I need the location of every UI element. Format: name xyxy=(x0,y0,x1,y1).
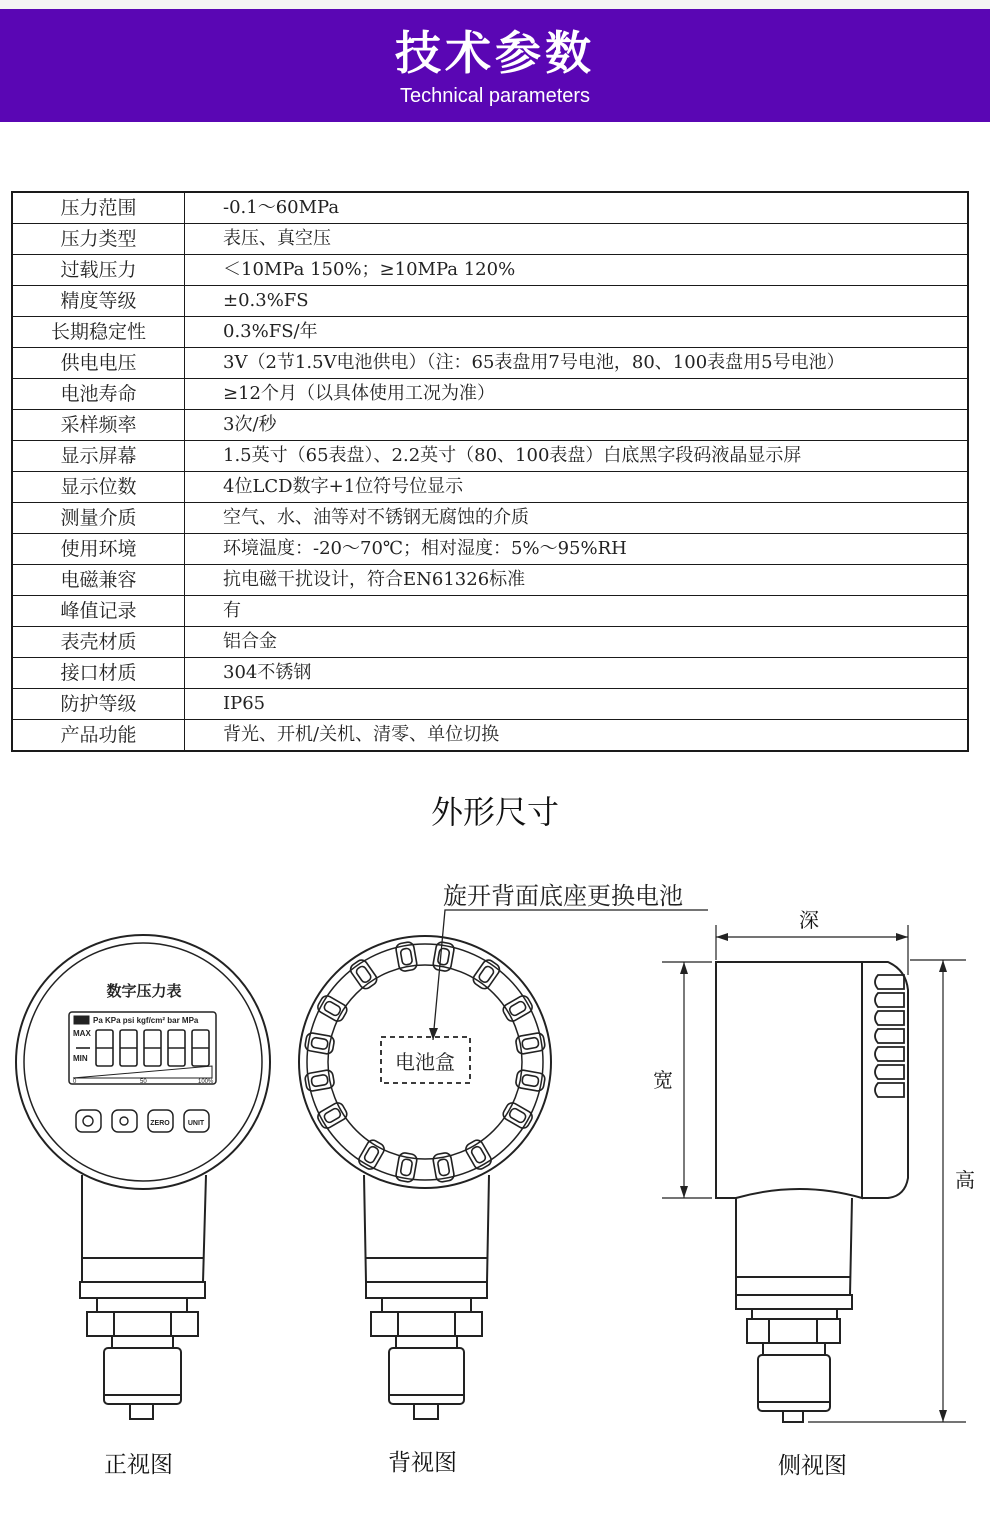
battery-note: 旋开背面底座更换电池 xyxy=(443,882,683,910)
lcd-max: MAX xyxy=(73,1029,91,1038)
front-view-caption: 正视图 xyxy=(104,1452,173,1478)
side-grip xyxy=(875,975,904,989)
side-grip xyxy=(875,1047,904,1061)
spec-key: 过载压力 xyxy=(12,255,185,286)
lcd-units: Pa KPa psi kgf/cm² bar MPa xyxy=(93,1016,199,1025)
spec-key: 显示屏幕 xyxy=(12,441,185,472)
spec-key: 防护等级 xyxy=(12,689,185,720)
spec-value: 0.3%FS/年 xyxy=(185,317,969,348)
dial-title: 数字压力表 xyxy=(106,982,182,1000)
side-view-drawing xyxy=(662,925,966,1422)
spec-key: 使用环境 xyxy=(12,534,185,565)
spec-value: 背光、开机/关机、清零、单位切换 xyxy=(185,720,969,752)
side-grip xyxy=(875,1065,904,1079)
spec-value: 环境温度：-20～70℃；相对湿度：5%～95%RH xyxy=(185,534,969,565)
lcd-min: MIN xyxy=(73,1054,88,1063)
spec-key: 压力范围 xyxy=(12,192,185,224)
spec-value: 抗电磁干扰设计，符合EN61326标准 xyxy=(185,565,969,596)
spec-value: 1.5英寸（65表盘）、2.2英寸（80、100表盘）白底黑字段码液晶显示屏 xyxy=(185,441,969,472)
spec-value: 4位LCD数字+1位符号位显示 xyxy=(185,472,969,503)
spec-key: 供电电压 xyxy=(12,348,185,379)
grip-notch-inner xyxy=(311,1037,328,1050)
spec-key: 电磁兼容 xyxy=(12,565,185,596)
grip-notch-inner xyxy=(522,1074,539,1087)
grip-notch-inner xyxy=(522,1037,539,1050)
front-view-drawing xyxy=(16,935,270,1419)
page-title: 技术参数 xyxy=(395,26,595,80)
spec-key: 接口材质 xyxy=(12,658,185,689)
zero-button[interactable]: ZERO xyxy=(150,1120,170,1127)
side-view-caption: 侧视图 xyxy=(778,1453,847,1479)
width-label: 宽 xyxy=(653,1068,673,1092)
back-view-drawing xyxy=(299,910,708,1419)
spec-key: 精度等级 xyxy=(12,286,185,317)
spec-value: 3V（2节1.5V电池供电）（注：65表盘用7号电池，80、100表盘用5号电池） xyxy=(185,348,969,379)
side-grip xyxy=(875,1083,904,1097)
spec-value: 铝合金 xyxy=(185,627,969,658)
grip-notch-inner xyxy=(437,1159,450,1176)
spec-value: IP65 xyxy=(185,689,969,720)
spec-key: 压力类型 xyxy=(12,224,185,255)
spec-value: -0.1～60MPa xyxy=(185,192,969,224)
lcd-scale-0: 0 xyxy=(73,1079,77,1085)
grip-notch-inner xyxy=(400,948,413,965)
spec-key: 表壳材质 xyxy=(12,627,185,658)
spec-value: ±0.3%FS xyxy=(185,286,969,317)
spec-value: 空气、水、油等对不锈钢无腐蚀的介质 xyxy=(185,503,969,534)
spec-key: 产品功能 xyxy=(12,720,185,752)
spec-value: 表压、真空压 xyxy=(185,224,969,255)
lcd-scale-50: 50 xyxy=(140,1079,147,1085)
spec-key: 显示位数 xyxy=(12,472,185,503)
spec-value: 有 xyxy=(185,596,969,627)
spec-value: ＜10MPa 150%；≥10MPa 120% xyxy=(185,255,969,286)
grip-notch-inner xyxy=(311,1074,328,1087)
side-grip xyxy=(875,993,904,1007)
page-subtitle: Technical parameters xyxy=(399,85,591,107)
spec-value: ≥12个月（以具体使用工况为准） xyxy=(185,379,969,410)
back-view-caption: 背视图 xyxy=(388,1450,457,1476)
spec-key: 峰值记录 xyxy=(12,596,185,627)
side-grip xyxy=(875,1011,904,1025)
unit-button[interactable]: UNIT xyxy=(187,1120,205,1127)
side-grip xyxy=(875,1029,904,1043)
spec-key: 测量介质 xyxy=(12,503,185,534)
depth-label: 深 xyxy=(799,908,819,932)
spec-value: 304不锈钢 xyxy=(185,658,969,689)
height-label: 高 xyxy=(955,1168,975,1192)
dimensions-title: 外形尺寸 xyxy=(430,793,559,831)
spec-key: 采样频率 xyxy=(12,410,185,441)
grip-notch-inner xyxy=(437,948,450,965)
battery-box-label: 电池盒 xyxy=(395,1050,455,1074)
grip-notch-inner xyxy=(400,1159,413,1176)
spec-value: 3次/秒 xyxy=(185,410,969,441)
spec-key: 长期稳定性 xyxy=(12,317,185,348)
spec-key: 电池寿命 xyxy=(12,379,185,410)
lcd-scale-100: 100% xyxy=(198,1079,214,1085)
